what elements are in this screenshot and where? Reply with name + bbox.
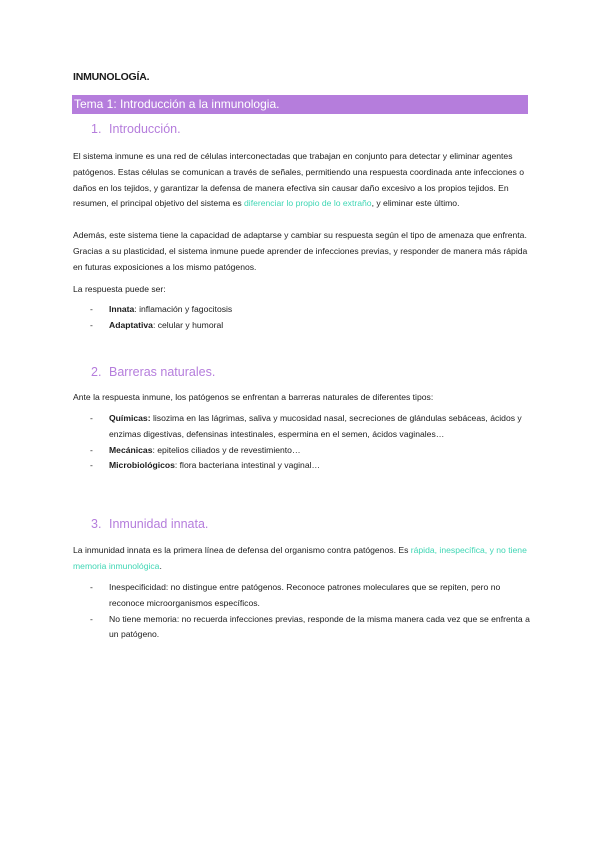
dash-bullet: - — [90, 582, 93, 592]
section-3-heading — [91, 517, 208, 531]
section-1-paragraph-3: La respuesta puede ser: — [73, 284, 166, 294]
document-title: INMUNOLOGÍA. — [73, 71, 150, 83]
topic-heading: Tema 1: Introducción a la inmunologia. — [72, 95, 528, 114]
dash-bullet: - — [90, 319, 93, 330]
section-number: 3. — [91, 517, 102, 531]
list-text: Inespecificidad: no distingue entre patógenos. Reconoce patrones moleculares que se repiten, pero no reconoce microorganismos específicos. — [109, 582, 501, 608]
section-2-heading — [91, 365, 215, 379]
section-title: Barreras naturales. — [109, 365, 216, 379]
section-1-paragraph-2: Además, este sistema tiene la capacidad de adaptarse y cambiar su respuesta según el tipo de amenaza que enfrenta. Gracias a su plasticidad, el sistema inmune puede aprender de infecciones previas, y responder de manera más rápida en futuras exposiciones a los mismo patógenos. — [73, 230, 528, 272]
paragraph-text: El sistema inmune es una red de células interconectadas que trabajan en conjunto para detectar y eliminar agentes patógenos. Estas células se comunican a través de señales, permitiendo una respuesta coordinada ante infecciones o daños en los tejidos, y garantizar la defensa de manera efectiva sin causar daño excesivo a los propios tejidos. En resumen, el principal objetivo del sistema es — [73, 151, 524, 209]
section-number: 1. — [91, 122, 102, 136]
section-2-intro: Ante la respuesta inmune, los patógenos se enfrentan a barreras naturales de diferentes tipos: — [73, 392, 434, 402]
paragraph-text: La inmunidad innata es la primera línea de defensa del organismo contra patógenos. Es — [73, 545, 411, 555]
list-item — [90, 612, 530, 644]
section-number: 2. — [91, 365, 102, 379]
list-term: Innata — [109, 304, 135, 314]
barrier-list — [90, 411, 530, 474]
list-text: : epitelios ciliados y de revestimiento… — [152, 444, 301, 455]
list-item — [90, 318, 530, 334]
list-term: Adaptativa — [109, 319, 153, 330]
list-text: : flora bacteriana intestinal y vaginal… — [174, 460, 321, 471]
highlighted-text: diferenciar lo propio de lo extraño — [244, 198, 372, 209]
dash-bullet: - — [90, 413, 93, 423]
section-3-intro — [73, 543, 533, 575]
list-item — [90, 302, 530, 318]
list-item — [90, 443, 530, 459]
list-text: : inflamación y fagocitosis — [134, 304, 233, 314]
paragraph-text: . — [159, 560, 162, 571]
paragraph-text: , y eliminar este último. — [371, 198, 460, 209]
dash-bullet: - — [90, 444, 93, 455]
section-1-paragraph-1 — [73, 149, 533, 212]
list-item — [90, 458, 530, 474]
list-term: Microbiológicos — [109, 460, 175, 471]
list-text: lisozima en las lágrimas, saliva y mucosidad nasal, secreciones de glándulas sebáceas, ácidos y enzimas digestivas, defensinas intestinales, espermina en el semen, ácidos vaginales… — [109, 413, 522, 439]
list-item — [90, 411, 530, 443]
section-title: Inmunidad innata. — [109, 517, 209, 531]
innate-properties-list — [90, 580, 530, 643]
list-item — [90, 580, 530, 612]
response-type-list — [90, 302, 530, 334]
dash-bullet: - — [90, 613, 93, 624]
section-1-heading — [91, 122, 181, 136]
dash-bullet: - — [90, 304, 93, 314]
list-term: Químicas: — [109, 413, 151, 423]
list-text: : celular y humoral — [152, 319, 224, 330]
highlighted-text: rápida, inespecífica, y no tiene memoria inmunológica — [73, 545, 527, 571]
list-term: Mecánicas — [109, 444, 153, 455]
dash-bullet: - — [90, 460, 93, 471]
list-text: No tiene memoria: no recuerda infecciones previas, responde de la misma manera cada vez que se enfrenta a un patógeno. — [109, 613, 530, 640]
section-title: Introducción. — [109, 122, 181, 136]
